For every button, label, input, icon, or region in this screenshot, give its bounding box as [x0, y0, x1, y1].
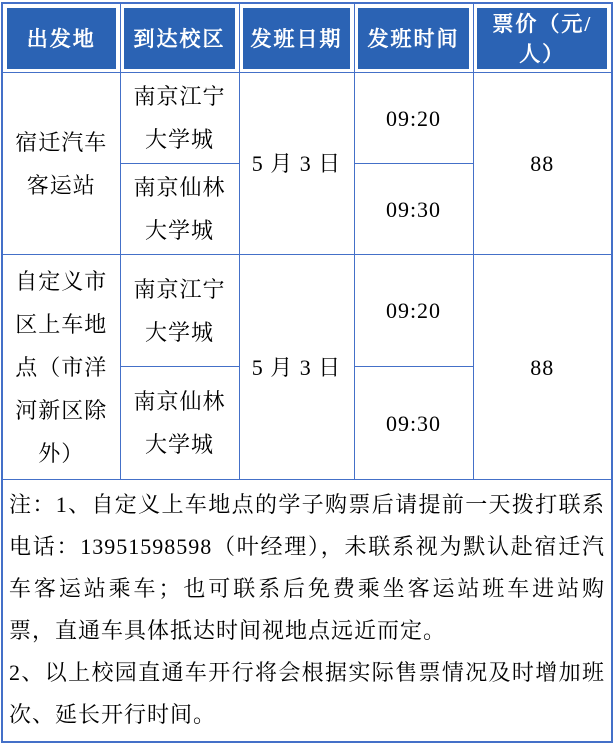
notes-cell	[2, 480, 612, 742]
cell-time: 09:20	[354, 255, 473, 367]
cell-campus: 南京江宁大学城	[120, 73, 239, 164]
cell-origin-station: 宿迁汽车客运站	[2, 73, 120, 255]
note-paragraph-2: 2、以上校园直通车开行将会根据实际售票情况及时增加班次、延长开行时间。	[9, 660, 605, 728]
table-row	[2, 73, 612, 164]
header-cell-departure-date: 发班日期	[239, 3, 354, 73]
table-row	[2, 255, 612, 367]
note-paragraph-1: 注：1、自定义上车地点的学子购票后请提前一天拨打联系电话：13951598598（叶经理），未联系视为默认赴宿迁汽车客运站乘车；也可联系后免费乘坐客运站班车进站购票，直通车具体抵达时间视地点远近而定。	[9, 492, 605, 644]
cell-price: 88	[473, 73, 612, 255]
header-cell-ticket-price: 票价（元/人）	[473, 3, 612, 73]
cell-time: 09:30	[354, 367, 473, 480]
schedule-table	[1, 2, 613, 743]
header-cell-arrival-campus: 到达校区	[120, 3, 239, 73]
cell-campus: 南京仙林大学城	[120, 367, 239, 480]
header-cell-departure-time: 发班时间	[354, 3, 473, 73]
cell-campus: 南京江宁大学城	[120, 255, 239, 367]
cell-time: 09:30	[354, 164, 473, 255]
header-cell-departure: 出发地	[2, 3, 120, 73]
cell-origin-custom: 自定义市区上车地点（市洋河新区除外）	[2, 255, 120, 480]
cell-time: 09:20	[354, 73, 473, 164]
cell-date: 5 月 3 日	[239, 255, 354, 480]
cell-date: 5 月 3 日	[239, 73, 354, 255]
cell-price: 88	[473, 255, 612, 480]
cell-campus: 南京仙林大学城	[120, 164, 239, 255]
notes-row	[2, 480, 612, 742]
table-header-row	[2, 3, 612, 73]
